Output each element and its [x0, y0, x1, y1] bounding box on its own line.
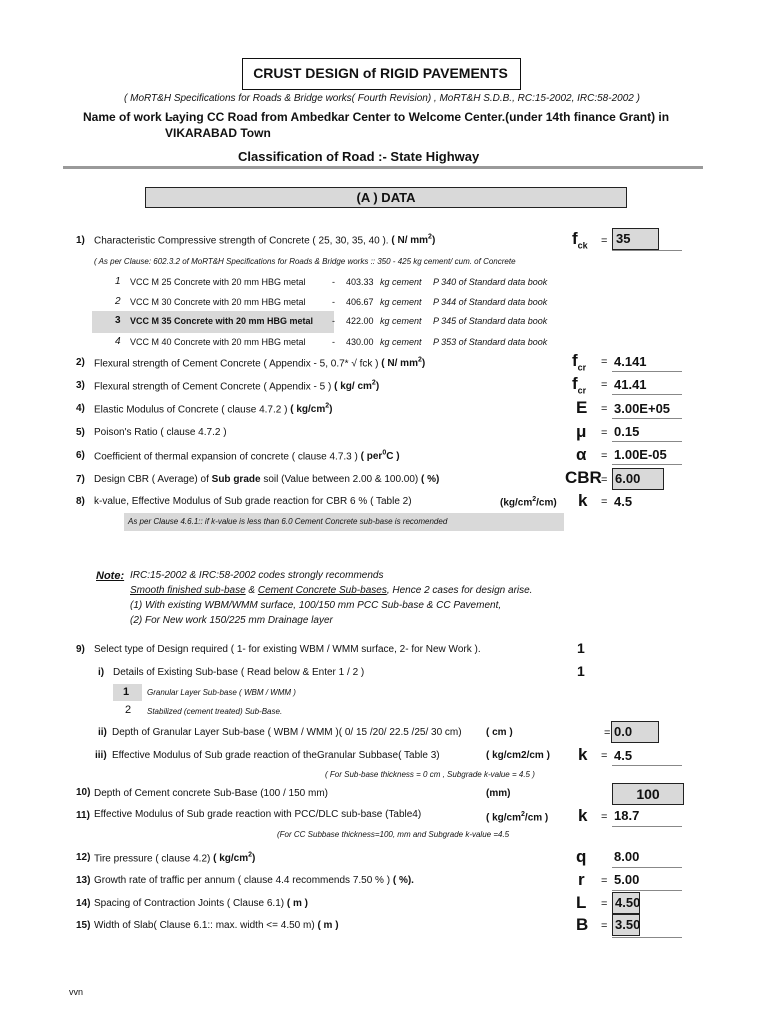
tire-pressure-value[interactable]: 8.00 — [614, 849, 640, 864]
item3-equals: = — [601, 379, 608, 391]
item5-equals: = — [601, 427, 608, 439]
pcc-k-value[interactable]: 18.7 — [614, 808, 640, 823]
cc-subbase-depth-input[interactable]: 100 — [612, 783, 684, 805]
k-value[interactable]: 4.5 — [614, 494, 633, 509]
item5-label: Poison's Ratio ( clause 4.7.2 ) — [94, 427, 227, 438]
section-a-heading — [145, 187, 627, 208]
item4-equals: = — [601, 403, 608, 415]
item8-unit: $(kg/cm^2/cm)$ — [500, 496, 557, 509]
item14-equals: = — [601, 898, 608, 910]
item11-underline — [612, 826, 682, 827]
fcr-symbol-1: $f_{cr}$ — [572, 351, 587, 373]
k-value-symbol: k — [578, 491, 588, 510]
item3-label: Flexural strength of Cement Concrete ( Appendix - 5 ) ( kg/ $cm^2$) — [94, 380, 380, 393]
item1-text: Characteristic Compressive strength of Concrete ( 25, 30, 35, 40 ). — [94, 235, 389, 247]
thermal-coefficient-value[interactable]: 1.00E-05 — [614, 447, 667, 462]
item4-number: 4) — [76, 403, 85, 414]
subbase-option-1-number[interactable]: 1 — [123, 686, 130, 698]
item9-iii-equals: = — [601, 750, 608, 762]
design-type-value[interactable]: 1 — [577, 640, 585, 656]
item1-underline — [612, 250, 682, 251]
grade-name: VCC M 40 Concrete with 20 mm HBG metal — [130, 337, 306, 347]
name-of-work-line2: VIKARABAD Town — [165, 126, 271, 140]
item6-label: Coefficient of thermal expansion of concrete ( clause 4.7.3 ) ( per$^0$C ) — [94, 450, 400, 463]
growth-rate-value[interactable]: 5.00 — [614, 872, 640, 887]
subbase-option-2-label: Stabilized (cement treated) Sub-Base. — [147, 707, 283, 716]
fcr-symbol-2: $f_{cr}$ — [572, 374, 587, 396]
grade-ref: P 340 of Standard data book — [433, 277, 548, 287]
elastic-modulus-symbol: E — [576, 398, 588, 417]
grade-name: VCC M 30 Concrete with 20 mm HBG metal — [130, 297, 306, 307]
page-title: CRUST DESIGN of RIGID PAVEMENTS — [253, 65, 508, 81]
grade-number: 2 — [115, 296, 121, 307]
item2-underline — [612, 371, 682, 372]
item9-ii-number: ii) — [98, 727, 107, 738]
grade-name: VCC M 25 Concrete with 20 mm HBG metal — [130, 277, 306, 287]
item5-number: 5) — [76, 427, 85, 438]
item1-clause-note: ( As per Clause: 602.3.2 of MoRT&H Specifications for Roads & Bridge works :: 350 - 425 kg cement/ cum. of Concrete — [94, 257, 516, 266]
item9-label: Select type of Design required ( 1- for existing WBM / WMM surface, 2- for New Work ). — [94, 644, 481, 655]
growth-rate-symbol: r — [578, 870, 585, 889]
item9-iii-underline — [612, 765, 682, 766]
item7-equals: = — [601, 474, 608, 486]
grade-number: 3 — [115, 315, 121, 326]
joint-spacing-input[interactable]: 4.50 — [612, 892, 640, 914]
item6-underline — [612, 464, 682, 465]
grade-number: 4 — [115, 336, 121, 347]
tire-pressure-symbol: q — [576, 847, 587, 866]
k-value-clause-note: As per Clause 4.6.1:: if k-value is less than 6.0 Cement Concrete sub-base is recomended — [124, 513, 564, 531]
item15-number: 15) — [76, 920, 91, 931]
grade-ref: P 353 of Standard data book — [433, 337, 548, 347]
subbase-type-value[interactable]: 1 — [577, 663, 585, 679]
granular-k-value[interactable]: 4.5 — [614, 748, 633, 763]
item10-unit: (mm) — [486, 788, 511, 799]
item11-unit: ( $kg/cm^2/cm$ ) — [486, 811, 549, 824]
subbase-option-1-label: Granular Layer Sub-base ( WBM / WMM ) — [147, 688, 296, 697]
item11-label: Effective Modulus of Sub grade reaction with PCC/DLC sub-base (Table4) — [94, 809, 422, 820]
item6-equals: = — [601, 450, 608, 462]
item11-number: 11) — [76, 810, 90, 821]
cbr-input[interactable]: 6.00 — [612, 468, 664, 490]
item14-number: 14) — [76, 898, 91, 909]
grade-qty: 406.67 — [346, 297, 374, 307]
item12-underline — [612, 867, 682, 868]
grade-unit: kg cement — [380, 297, 422, 307]
item15-underline — [612, 937, 682, 938]
footer-initials: vvn — [69, 987, 84, 997]
subbase-option-2-number[interactable]: 2 — [125, 704, 132, 716]
grade-row-1[interactable] — [92, 273, 562, 293]
item1-label — [94, 234, 435, 246]
grade-number: 1 — [115, 276, 121, 287]
thermal-coefficient-symbol: α — [576, 445, 587, 464]
slab-width-symbol: B — [576, 915, 589, 934]
item1-number: 1) — [76, 235, 85, 246]
item9-ii-unit: ( cm ) — [486, 727, 513, 738]
spec-line: ( MoRT&H Specifications for Roads & Bridge works( Fourth Revision) , MoRT&H S.D.B., RC:15-2002, IRC:58-2002 ) — [124, 93, 640, 104]
grade-qty: 422.00 — [346, 316, 374, 326]
item2-label: Flexural strength of Cement Concrete ( Appendix - 5, 0.7* √ fck ) ( N/ $mm^2$) — [94, 357, 426, 370]
name-of-work-line1: Laying CC Road from Ambedkar Center to Welcome Center.(under 14th finance Grant) in — [165, 110, 670, 124]
item9-iii-note: ( For Sub-base thickness = 0 cm , Subgrade k-value = 4.5 ) — [325, 770, 535, 779]
item13-underline — [612, 890, 682, 891]
item10-number: 10) — [76, 787, 91, 798]
item13-equals: = — [601, 875, 608, 887]
note-line-4: (2) For New work 150/225 mm Drainage layer — [130, 615, 333, 626]
item8-equals: = — [601, 496, 608, 508]
fck-symbol: $f_{ck}$ — [572, 229, 588, 251]
item13-label: Growth rate of traffic per annum ( clause 4.4 recommends 7.50 % ) ( %). — [94, 875, 414, 886]
note-line-3: (1) With existing WBM/WMM surface, 100/150 mm PCC Sub-base & CC Pavement, — [130, 600, 502, 611]
item2-number: 2) — [76, 357, 85, 368]
grade-qty: 430.00 — [346, 337, 374, 347]
item8-number: 8) — [76, 496, 85, 507]
item7-label: Design CBR ( Average) of Sub grade soil (Value between 2.00 & 100.00) ( %) — [94, 474, 440, 485]
grade-name: VCC M 35 Concrete with 20 mm HBG metal — [130, 316, 314, 326]
item1-unit: ( N/ $mm^2$) — [391, 234, 436, 247]
name-of-work-label: Name of work :- — [83, 110, 174, 124]
section-a-label: (A ) DATA — [356, 190, 416, 205]
item8-label: k-value, Effective Modulus of Sub grade reaction for CBR 6 % ( Table 2) — [94, 496, 412, 507]
grade-dash: - — [332, 297, 335, 307]
item3-number: 3) — [76, 380, 85, 391]
item14-label: Spacing of Contraction Joints ( Clause 6.1) ( m ) — [94, 898, 308, 909]
item12-number: 12) — [76, 852, 91, 863]
grade-dash: - — [332, 277, 335, 287]
item9-iii-unit: ( kg/cm2/cm ) — [486, 750, 550, 761]
poisson-symbol: μ — [576, 422, 587, 441]
item13-number: 13) — [76, 875, 91, 886]
item9-i-number: i) — [98, 667, 105, 678]
grade-row-2[interactable] — [92, 293, 562, 313]
item1-equals: = — [601, 235, 608, 247]
item9-i-label: Details of Existing Sub-base ( Read below & Enter 1 / 2 ) — [113, 667, 365, 678]
grade-unit: kg cement — [380, 277, 422, 287]
granular-k-symbol: k — [578, 745, 588, 764]
header-divider — [63, 166, 703, 169]
road-classification: Classification of Road :- State Highway — [238, 149, 480, 164]
grade-unit: kg cement — [380, 316, 422, 326]
item11-note: (For CC Subbase thickness=100, mm and Subgrade k-value =4.5 — [277, 830, 510, 839]
cbr-symbol: CBR — [565, 468, 602, 487]
grade-ref: P 345 of Standard data book — [433, 316, 548, 326]
pcc-k-symbol: k — [578, 806, 588, 825]
note-line-1: IRC:15-2002 & IRC:58-2002 codes strongly recommends — [130, 570, 384, 581]
item15-label: Width of Slab( Clause 6.1:: max. width <= 4.50 m) ( m ) — [94, 920, 339, 931]
item9-number: 9) — [76, 644, 85, 655]
grade-unit: kg cement — [380, 337, 422, 347]
fck-input[interactable]: 35 — [612, 228, 659, 250]
granular-depth-input[interactable]: 0.0 — [611, 721, 659, 743]
elastic-modulus-value[interactable]: 3.00E+05 — [614, 401, 671, 416]
item4-underline — [612, 418, 682, 419]
item15-equals: = — [601, 920, 608, 932]
grade-dash: - — [332, 316, 335, 326]
item5-underline — [612, 441, 682, 442]
item9-ii-equals: = — [604, 727, 611, 739]
item9-iii-number: iii) — [95, 750, 107, 761]
item2-equals: = — [601, 356, 608, 368]
fcr-value-nmm[interactable]: 4.141 — [614, 354, 647, 369]
item11-equals: = — [601, 811, 608, 823]
fcr-value-kgcm[interactable]: 41.41 — [614, 377, 647, 392]
item4-label: Elastic Modulus of Concrete ( clause 4.7.2 ) ( $kg/cm^2$) — [94, 403, 333, 416]
item9-iii-label: Effective Modulus of Sub grade reaction of theGranular Subbase( Table 3) — [112, 750, 440, 761]
note-line-2: Smooth finished sub-base & Cement Concrete Sub-bases, Hence 2 cases for design arise. — [130, 585, 533, 596]
grade-row-3-selected[interactable] — [92, 311, 562, 333]
note-label: Note: — [96, 570, 125, 582]
item9-ii-label: Depth of Granular Layer Sub-base ( WBM / WMM )( 0/ 15 /20/ 22.5 /25/ 30 cm) — [112, 727, 462, 738]
item10-label: Depth of Cement concrete Sub-Base (100 / 150 mm) — [94, 788, 329, 799]
item12-label: Tire pressure ( clause 4.2) ( $kg/cm^2$) — [94, 852, 256, 865]
grade-row-4[interactable] — [92, 333, 562, 353]
grade-dash: - — [332, 337, 335, 347]
grade-qty: 403.33 — [346, 277, 374, 287]
item6-number: 6) — [76, 450, 85, 461]
item7-number: 7) — [76, 474, 85, 485]
item3-underline — [612, 394, 682, 395]
poisson-value[interactable]: 0.15 — [614, 424, 640, 439]
joint-spacing-symbol: L — [576, 893, 587, 912]
grade-ref: P 344 of Standard data book — [433, 297, 548, 307]
slab-width-input[interactable]: 3.50 — [612, 914, 640, 936]
